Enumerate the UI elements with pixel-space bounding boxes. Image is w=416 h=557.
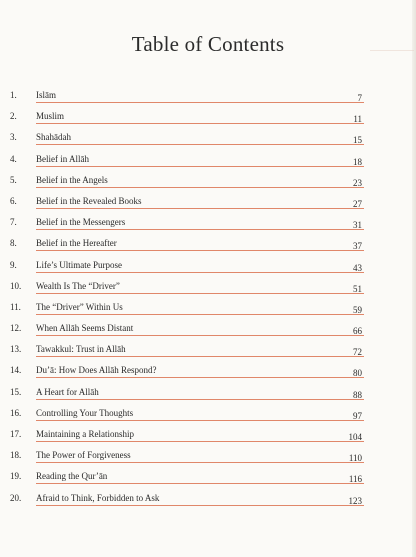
toc-entry[interactable] (8, 336, 364, 357)
toc-entry-page-number: 123 (348, 495, 362, 506)
page-edge (412, 0, 416, 557)
toc-entry-number: 2. (10, 111, 17, 122)
toc-entry[interactable] (8, 252, 364, 273)
toc-entry[interactable] (8, 188, 364, 209)
toc-entry[interactable] (8, 485, 364, 506)
toc-entry-number: 8. (10, 238, 17, 249)
toc-entry-title: Maintaining a Relationship (36, 429, 134, 439)
toc-entry-page-number: 104 (348, 432, 362, 442)
toc-entry-title: Wealth Is The “Driver” (36, 280, 120, 291)
toc-entry-page-number: 43 (353, 262, 362, 273)
toc-entry[interactable] (8, 379, 364, 400)
toc-entry-title: Belief in the Hereafter (36, 238, 117, 249)
toc-entry-title: Shahādah (36, 132, 71, 143)
toc-entry-page-number: 80 (353, 368, 362, 379)
toc-entry-page-number: 97 (353, 410, 362, 421)
toc-entry-number: 6. (10, 195, 17, 206)
toc-entry-title: Belief in the Revealed Books (36, 195, 142, 206)
toc-entry-number: 11. (10, 301, 21, 312)
toc-entry[interactable] (8, 146, 364, 167)
toc-entry-title: Belief in the Messengers (36, 217, 126, 228)
toc-entry[interactable] (8, 124, 364, 145)
toc-entry-title: Muslim (36, 111, 65, 122)
toc-entry[interactable] (8, 400, 364, 421)
toc-entry[interactable] (8, 294, 364, 315)
toc-entry-title: Belief in the Angels (36, 174, 108, 185)
toc-entry-number: 9. (10, 259, 17, 270)
toc-entry-number: 3. (10, 132, 17, 143)
toc-entry-number: 12. (10, 323, 22, 334)
toc-entry-title: When Allāh Seems Distant (36, 323, 134, 334)
toc-entry[interactable] (8, 421, 364, 442)
toc-entry-number: 16. (10, 407, 22, 418)
toc-entry[interactable] (8, 442, 364, 463)
toc-entry-title: Islām (36, 90, 56, 100)
toc-entry-page-number: 116 (348, 474, 362, 485)
toc-entry-number: 17. (10, 429, 22, 439)
toc-entry-number: 5. (10, 174, 17, 185)
toc-entry[interactable] (8, 315, 364, 336)
toc-entry-page-number: 11 (353, 114, 362, 125)
toc-entry-rule (36, 505, 364, 506)
toc-entry-page-number: 88 (353, 389, 362, 400)
toc-entry[interactable] (8, 209, 364, 230)
toc-entry-title: A Heart for Allāh (36, 386, 99, 397)
toc-entry[interactable] (8, 230, 364, 251)
toc-entry-page-number: 7 (357, 93, 362, 103)
toc-entry[interactable] (8, 82, 364, 103)
toc-entry-page-number: 59 (353, 304, 362, 315)
toc-entry-page-number: 72 (353, 347, 362, 358)
toc-entry-number: 1. (10, 90, 17, 100)
toc-entry-number: 19. (10, 471, 22, 482)
toc-entry-page-number: 31 (353, 220, 362, 231)
toc-entry-number: 20. (10, 492, 22, 503)
toc-entry-number: 14. (10, 365, 22, 376)
toc-entry-number: 13. (10, 344, 22, 355)
toc-entry-page-number: 18 (353, 156, 362, 167)
toc-entry-page-number: 66 (353, 326, 362, 337)
toc-entry-title: Tawakkul: Trust in Allāh (36, 344, 126, 355)
toc-entry-title: The “Driver” Within Us (36, 301, 123, 312)
toc-entry[interactable] (8, 167, 364, 188)
toc-entry-page-number: 27 (353, 198, 362, 209)
toc-entry-title: Life’s Ultimate Purpose (36, 259, 122, 270)
toc-entry-number: 18. (10, 450, 22, 461)
toc-entry-page-number: 110 (348, 453, 362, 464)
toc-entry-page-number: 23 (353, 177, 362, 188)
toc-entry-title: Du’ā: How Does Allāh Respond? (36, 365, 157, 376)
toc-entry-title: Controlling Your Thoughts (36, 407, 134, 418)
toc-entry-page-number: 51 (353, 283, 362, 294)
toc-entry-title: The Power of Forgiveness (36, 450, 131, 461)
toc-entry-page-number: 37 (353, 241, 362, 252)
toc-entry[interactable] (8, 463, 364, 484)
toc-entry-number: 15. (10, 386, 22, 397)
toc-entry-title: Reading the Qur’ān (36, 471, 108, 482)
toc-entry-number: 4. (10, 153, 17, 164)
toc-entry[interactable] (8, 273, 364, 294)
table-of-contents (8, 82, 364, 506)
toc-entry[interactable] (8, 103, 364, 124)
toc-entry-page-number: 15 (353, 135, 362, 146)
toc-entry-number: 10. (10, 280, 22, 291)
page-title: Table of Contents (131, 32, 285, 56)
toc-entry-title: Belief in Allāh (36, 153, 89, 164)
toc-entry-number: 7. (10, 217, 17, 228)
toc-entry-title: Afraid to Think, Forbidden to Ask (36, 492, 160, 503)
toc-entry[interactable] (8, 357, 364, 378)
